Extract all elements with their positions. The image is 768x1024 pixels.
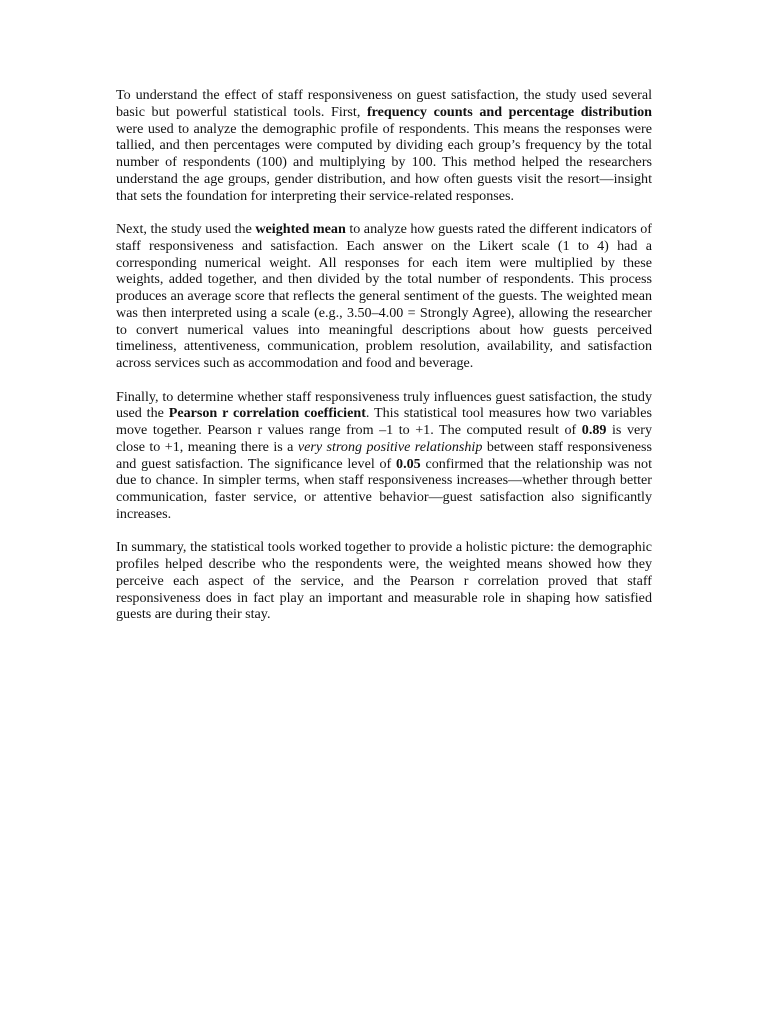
text-run: Next, the study used the [116, 221, 256, 237]
paragraph-summary [116, 539, 652, 623]
text-run: were used to analyze the demographic profile of respondents. This means the responses were tallied, and then percentages were computed by dividing each group’s frequency by the total number of respondents (100) and multiplying by 100. This method helped the researchers understand the age groups, gender distribution, and how often guests visit the resort—insight that sets the foundation for interpreting their service-related responses. [116, 120, 652, 204]
text-run: . This statistical tool measures how two variables move together. Pearson r values range from –1 to +1. The computed result of [116, 405, 652, 438]
text-run: confirmed that the relationship was not due to chance. In simpler terms, when staff responsiveness increases—whether through better communication, faster service, or attentive behavior—guest satisfaction also significantly increases. [116, 455, 652, 522]
text-run: To understand the effect of staff responsiveness on guest satisfaction, the study used several basic but powerful statistical tools. First, [116, 87, 652, 120]
text-run: Finally, to determine whether staff responsiveness truly influences guest satisfaction, the study used the [116, 388, 652, 422]
paragraph-weighted-mean [116, 221, 652, 372]
text-run: to analyze how guests rated the different indicators of staff responsiveness and satisfaction. Each answer on the Likert scale (1 to 4) had a corresponding numerical weight. All responses for each item were multiplied by these weights, added together, and then divided by the total number of respondents. This process produces an average score that reflects the general sentiment of the guests. The weighted mean was then interpreted using a scale (e.g., 3.50–4.00 = Strongly Agree), allowing the researcher to convert numerical values into meaningful descriptions about how guests perceived timeliness, attentiveness, communication, problem resolution, availability, and satisfaction across services such as accommodation and food and beverage. [116, 221, 652, 371]
text-run: is very close to +1, meaning there is a [116, 422, 652, 455]
paragraph-frequency-counts [116, 87, 652, 204]
text-run: In summary, the statistical tools worked together to provide a holistic picture: the demographic profiles helped describe who the respondents were, the weighted means showed how they perceive each aspect of the service, and the Pearson r correlation proved that staff responsiveness does in fact play an important and measurable role in shaping how satisfied guests are during their stay. [116, 539, 652, 623]
italic-phrase: very strong positive relationship [297, 438, 483, 455]
bold-value: 0.05 [396, 455, 421, 472]
paragraph-pearson-correlation [116, 389, 652, 523]
text-run: between staff responsiveness and guest satisfaction. The significance level of [116, 438, 652, 472]
bold-term: weighted mean [255, 221, 346, 237]
bold-term: frequency counts and percentage distribution [366, 103, 652, 120]
bold-term: Pearson r correlation coefficient [168, 405, 366, 422]
bold-value: 0.89 [581, 422, 607, 438]
